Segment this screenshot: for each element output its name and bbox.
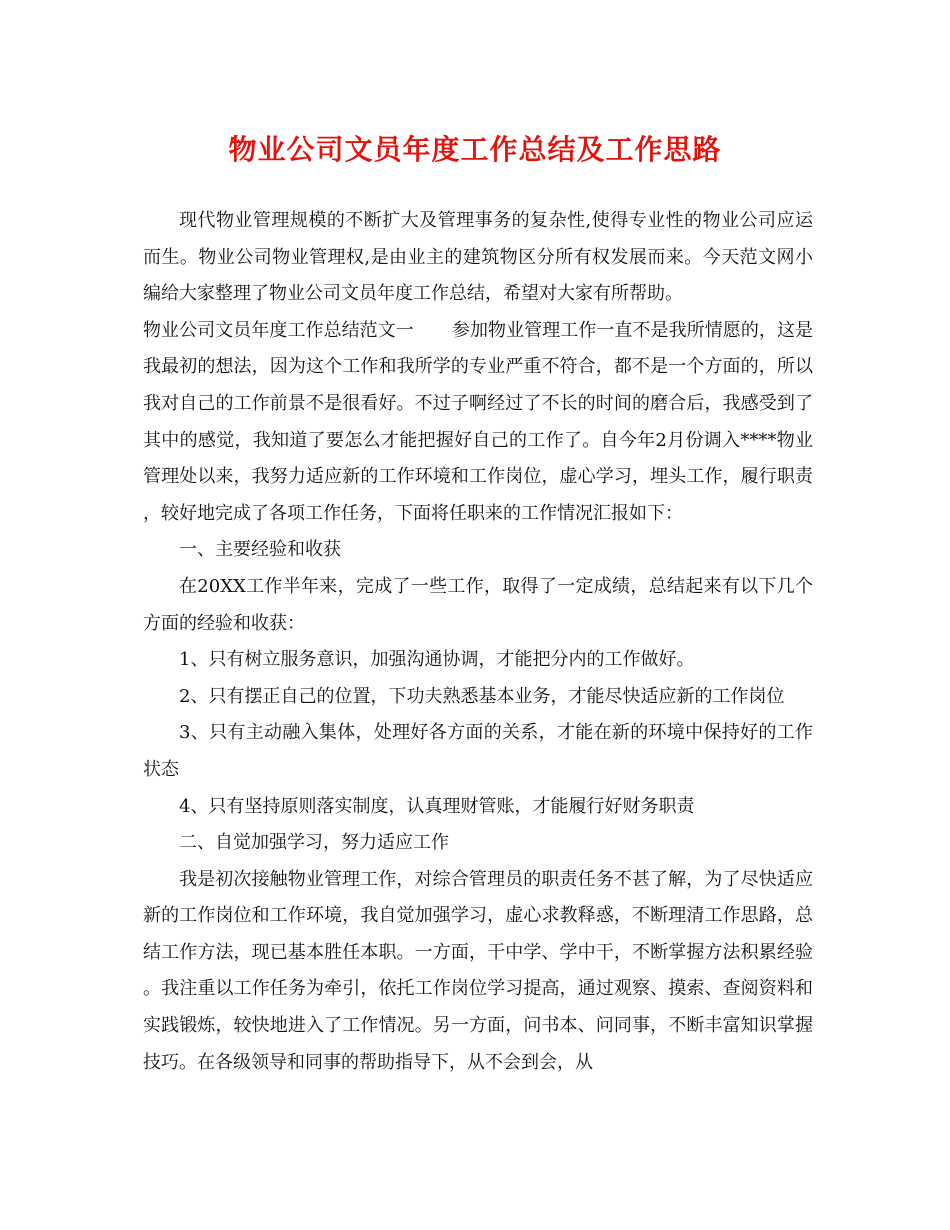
list-item: 3、只有主动融入集体，处理好各方面的关系，才能在新的环境中保持好的工作状态 bbox=[143, 722, 813, 780]
section1-intro-paragraph: 在20XX工作半年来，完成了一些工作，取得了一定成绩，总结起来有以下几个方面的经验和收获： bbox=[143, 575, 813, 634]
sample-intro-text: 参加物业管理工作一直不是我所情愿的，这是我最初的想法，因为这个工作和我所学的专业严重不符合，都不是一个方面的，所以我对自己的工作前景不是很看好。不过子啊经过了不长的时间的磨合后，我感受到了其中的感觉，我知道了要怎么才能把握好自己的工作了。自今年2月份调入****物业管理处以来，我努力适应新的工作环境和工作岗位，虚心学习，埋头工作，履行职责，较好地完成了各项工作任务，下面将任职来的工作情况汇报如下： bbox=[143, 319, 814, 524]
list-item: 1、只有树立服务意识，加强沟通协调，才能把分内的工作做好。 bbox=[179, 649, 695, 671]
section1-heading: 一、主要经验和收获 bbox=[179, 539, 341, 561]
section2-body-paragraph: 我是初次接触物业管理工作，对综合管理员的职责任务不甚了解，为了尽快适应新的工作岗位和工作环境，我自觉加强学习，虚心求教释惑，不断理清工作思路，总结工作方法，现已基本胜任本职。一方面，干中学、学中干，不断掌握方法积累经验。我注重以工作任务为牵引，依托工作岗位学习提高，通过观察、摸索、查阅资料和实践锻炼，较快地进入了工作情况。另一方面，问书本、问同事，不断丰富知识掌握技巧。在各级领导和同事的帮助指导下，从不会到会，从 bbox=[143, 868, 813, 1073]
list-item: 4、只有坚持原则落实制度，认真理财管账，才能履行好财务职责 bbox=[179, 795, 695, 817]
document-body bbox=[143, 203, 813, 1081]
sample-intro-paragraph bbox=[143, 313, 813, 533]
section2-heading: 二、自觉加强学习，努力适应工作 bbox=[179, 832, 449, 854]
list-item: 2、只有摆正自己的位置，下功夫熟悉基本业务，才能尽快适应新的工作岗位 bbox=[179, 685, 785, 707]
document-title: 物业公司文员年度工作总结及工作思路 bbox=[228, 133, 722, 166]
sample-heading: 物业公司文员年度工作总结范文一 bbox=[143, 319, 414, 341]
intro-paragraph: 现代物业管理规模的不断扩大及管理事务的复杂性,使得专业性的物业公司应运而生。物业公司物业管理权,是由业主的建筑物区分所有权发展而来。今天范文网小编给大家整理了物业公司文员年度工作总结，希望对大家有所帮助。 bbox=[143, 210, 813, 305]
